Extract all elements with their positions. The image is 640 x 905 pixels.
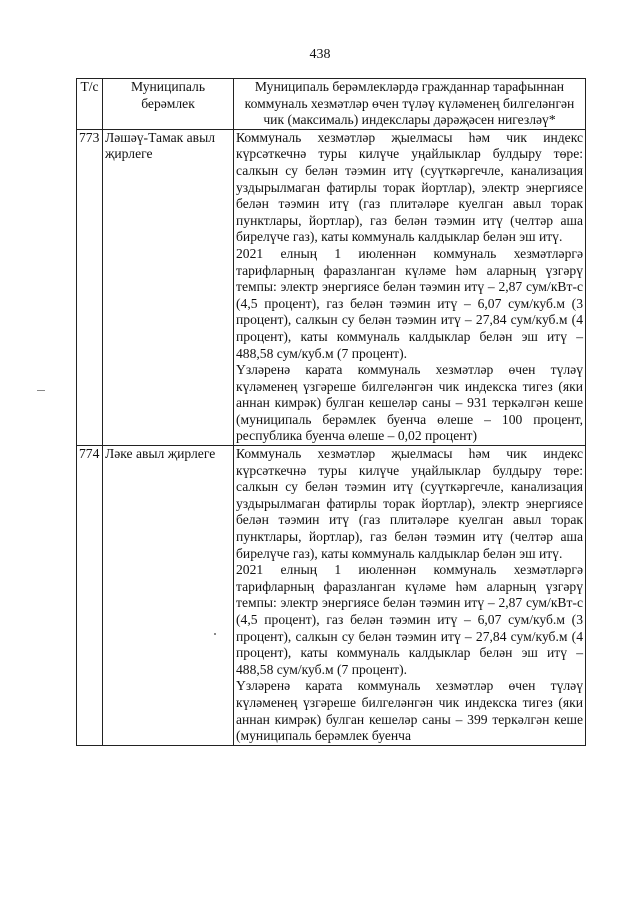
row-municipality: Ләшәү-Тамак авыл җирлеге bbox=[103, 129, 234, 445]
paragraph-residents: Үзләренә карата коммуналь хезмәтләр өчен түләү күләменең үзгәреше билгеләнгән чик индекска тигез (яки аннан кимрәк) булган кешеләр саны – 931 теркәлгән кеше (муниципаль берәмлек буенча өлеше – 100 процент, республика буенча өлеше – 0,02 процент) bbox=[236, 362, 583, 444]
row-number: 773 bbox=[77, 129, 103, 445]
header-municipality: Муниципаль берәмлек bbox=[103, 79, 234, 130]
row-text bbox=[234, 446, 586, 746]
header-justification: Муниципаль берәмлекләрдә гражданнар тарафыннан коммуналь хезмәтләр өчен түләү күләменең билгеләнгән чик (максималь) индекслары дәрәҗәсен нигезләү* bbox=[234, 79, 586, 130]
paragraph-utilities: Коммуналь хезмәтләр җыелмасы һәм чик индекс күрсәткечнә туры килүче уңайлыклар булдыру төре: салкын су белән тәэмин итү (суүткәргечле, канализация уздырылмаган фатирлы торак йортлар), электр энергиясе белән тәэмин итү (газ плитәләре куелган авыл торак пунктлары, йортлар), газ белән тәэмин итү (челтәр аша бирелүче газ), каты коммуналь калдыклар белән эш итү. bbox=[236, 446, 583, 561]
paragraph-tariffs: 2021 елның 1 июленнән коммуналь хезмәтләргә тарифларның фаразланган күләме һәм аларның үзгәрү темпы: электр энергиясе белән тәэмин итү – 2,87 сум/кВт-с (4,5 процент), газ белән тәэмин итү – 6,07 сум/куб.м (3 процент), салкын су белән тәэмин итү – 27,84 сум/куб.м (4 процент), каты коммуналь калдыклар белән эш итү – 488,58 сум/куб.м (7 процент). bbox=[236, 562, 583, 677]
tariff-table bbox=[76, 78, 586, 746]
paragraph-utilities: Коммуналь хезмәтләр җыелмасы һәм чик индекс күрсәткечнә туры килүче уңайлыклар булдыру төре: салкын су белән тәэмин итү (суүткәргечле, канализация уздырылмаган фатирлы торак йортлар), электр энергиясе белән тәэмин итү (газ плитәләре куелган авыл торак пунктлары, йортлар), газ белән тәэмин итү (челтәр аша бирелүче газ), каты коммуналь калдыклар белән эш итү. bbox=[236, 129, 583, 245]
table-row bbox=[77, 129, 586, 445]
table-row bbox=[77, 446, 586, 746]
row-number: 774 bbox=[77, 446, 103, 746]
row-text bbox=[234, 129, 586, 445]
scan-mark bbox=[214, 633, 216, 635]
scan-mark bbox=[37, 390, 45, 391]
paragraph-residents: Үзләренә карата коммуналь хезмәтләр өчен түләү күләменең үзгәреше билгеләнгән чик индекска тигез (яки аннан кимрәк) булган кешеләр саны – 399 теркәлгән кеше (муниципаль берәмлек буенча bbox=[236, 678, 583, 744]
page-number: 438 bbox=[309, 47, 331, 62]
row-municipality: Ләке авыл җирлеге bbox=[103, 446, 234, 746]
paragraph-tariffs: 2021 елның 1 июленнән коммуналь хезмәтләргә тарифларның фаразланган күләме һәм аларның үзгәрү темпы: электр энергиясе белән тәэмин итү – 2,87 сум/кВт-с (4,5 процент), газ белән тәэмин итү – 6,07 сум/куб.м (3 процент), салкын су белән тәэмин итү – 27,84 сум/куб.м (4 процент), каты коммуналь калдыклар белән эш итү – 488,58 сум/куб.м (7 процент). bbox=[236, 245, 583, 361]
table-header-row bbox=[77, 79, 586, 130]
header-number: Т/с bbox=[77, 79, 103, 130]
